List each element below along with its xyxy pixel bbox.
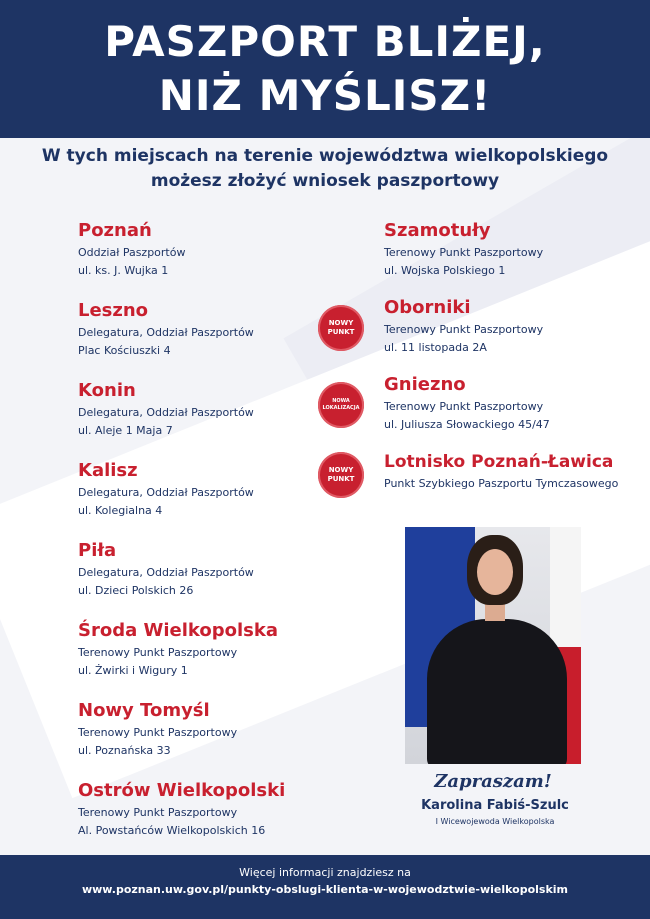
location-address: Plac Kościuszki 4: [78, 344, 171, 357]
location-item: [384, 295, 644, 372]
header-banner: [0, 0, 650, 138]
location-city: Oborniki: [384, 297, 471, 318]
footer-url-link[interactable]: www.poznan.uw.gov.pl/punkty-obslugi-klienta-w-wojewodztwie-wielkopolskim: [81, 883, 569, 896]
location-city: Lotnisko Poznań-Ławica: [384, 452, 614, 472]
location-type: Delegatura, Oddział Paszportów: [78, 566, 254, 579]
signatory-name: Karolina Fabiś-Szulc: [421, 798, 569, 813]
subtitle-line-2: możesz złożyć wniosek paszportowy: [150, 171, 500, 191]
portrait-photo: [405, 527, 581, 764]
title-line-1: PASZPORT BLIŻEJ,: [104, 17, 546, 66]
location-type: Terenowy Punkt Paszportowy: [78, 806, 238, 819]
location-address: ul. Kolegialna 4: [78, 504, 163, 517]
location-type: Terenowy Punkt Paszportowy: [78, 726, 238, 739]
location-item: [78, 538, 318, 618]
subtitle-line-1: W tych miejscach na terenie województwa wielkopolskiego: [41, 146, 609, 166]
location-item: [384, 218, 644, 295]
location-city: Ostrów Wielkopolski: [78, 780, 286, 801]
location-address: ul. Dzieci Polskich 26: [78, 584, 194, 597]
footer-info-text: Więcej informacji znajdziesz na: [239, 866, 411, 879]
location-address: ul. Poznańska 33: [78, 744, 171, 757]
location-item: [78, 778, 318, 858]
left-locations-column: [78, 218, 318, 858]
location-address: ul. Juliusza Słowackiego 45/47: [384, 418, 550, 431]
location-address: ul. ks. J. Wujka 1: [78, 264, 169, 277]
location-type: Delegatura, Oddział Paszportów: [78, 486, 254, 499]
location-item: [78, 698, 318, 778]
new-location-badge: NOWA LOKALIZACJA: [318, 382, 364, 428]
location-type: Delegatura, Oddział Paszportów: [78, 406, 254, 419]
location-item: [78, 298, 318, 378]
location-city: Środa Wielkopolska: [78, 620, 279, 641]
location-item: [384, 372, 644, 449]
location-address: ul. Aleje 1 Maja 7: [78, 424, 173, 437]
location-city: Nowy Tomyśl: [78, 700, 210, 721]
location-city: Piła: [78, 540, 117, 561]
footer-banner: [0, 855, 650, 919]
location-item: [78, 218, 318, 298]
person-face: [477, 549, 513, 595]
invite-text: Zapraszam!: [434, 771, 552, 792]
location-address: ul. Wojska Polskiego 1: [384, 264, 506, 277]
location-type: Terenowy Punkt Paszportowy: [384, 400, 544, 413]
new-point-badge: NOWY PUNKT: [318, 452, 364, 498]
person-body: [427, 619, 567, 764]
location-type: Terenowy Punkt Paszportowy: [384, 323, 544, 336]
signatory-role: I Wicewojewoda Wielkopolska: [435, 817, 555, 826]
location-item: [384, 449, 644, 526]
location-type: Punkt Szybkiego Paszportu Tymczasowego: [384, 477, 619, 490]
location-city: Kalisz: [78, 460, 138, 481]
new-point-badge: NOWY PUNKT: [318, 305, 364, 351]
title-line-2: NIŻ MYŚLISZ!: [158, 71, 492, 120]
location-item: [78, 378, 318, 458]
location-type: Oddział Paszportów: [78, 246, 186, 259]
location-city: Leszno: [78, 300, 149, 321]
location-city: Konin: [78, 380, 136, 401]
location-city: Gniezno: [384, 374, 466, 395]
subtitle: [0, 144, 650, 194]
right-locations-column: [384, 218, 644, 526]
location-item: [78, 618, 318, 698]
location-address: ul. Żwirki i Wigury 1: [78, 664, 188, 677]
location-type: Terenowy Punkt Paszportowy: [384, 246, 544, 259]
location-city: Poznań: [78, 220, 152, 241]
location-address: ul. 11 listopada 2A: [384, 341, 487, 354]
poland-flag-white: [550, 527, 581, 647]
location-item: [78, 458, 318, 538]
location-type: Terenowy Punkt Paszportowy: [78, 646, 238, 659]
location-address: Al. Powstańców Wielkopolskich 16: [78, 824, 266, 837]
location-city: Szamotuły: [384, 220, 491, 241]
location-type: Delegatura, Oddział Paszportów: [78, 326, 254, 339]
